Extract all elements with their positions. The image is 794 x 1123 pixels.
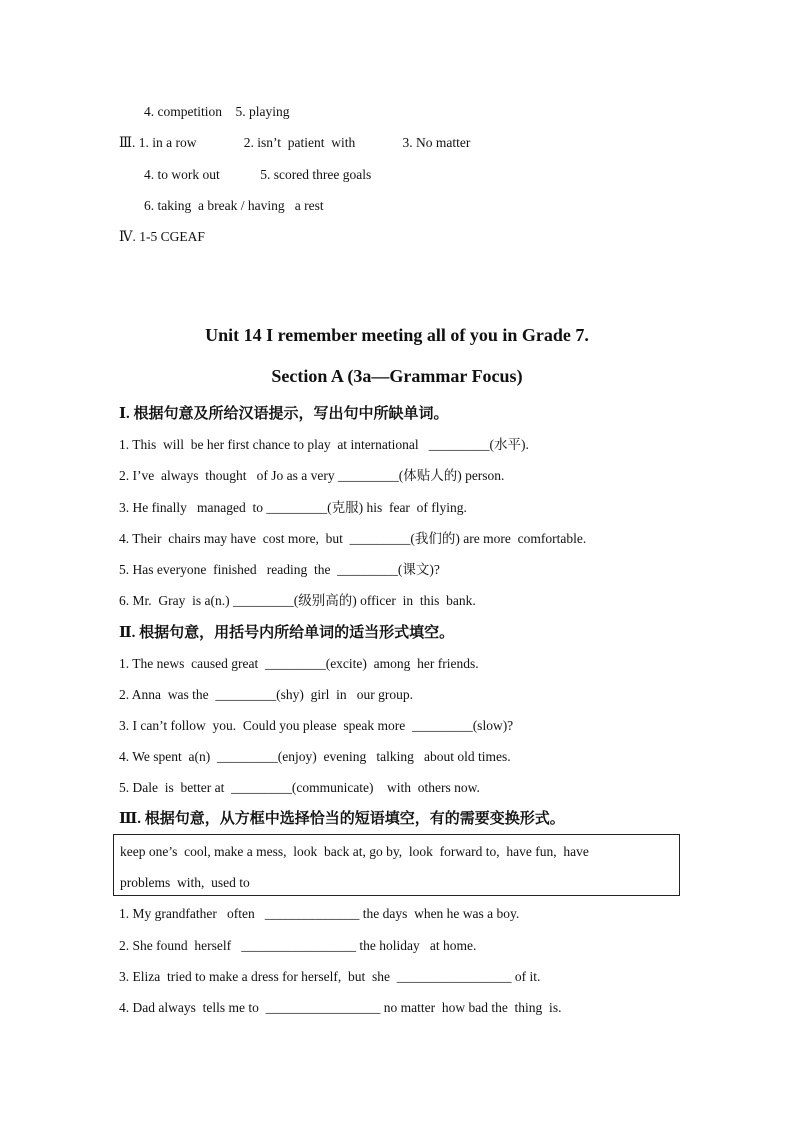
- section-3-item: 3. Eliza tried to make a dress for herself, but she _________________ of it.: [119, 969, 541, 984]
- answer-line-1: 4. competition 5. playing: [144, 104, 290, 119]
- section-2-heading: Ⅱ. 根据句意，用括号内所给单词的适当形式填空。: [119, 625, 455, 641]
- section-2-item: 2. Anna was the _________(shy) girl in our group.: [119, 687, 413, 702]
- section-3-item: 2. She found herself _________________ the holiday at home.: [119, 938, 477, 953]
- section-1-item: 1. This will be her first chance to play at international _________(水平).: [119, 437, 529, 452]
- phrase-box-line-1: keep one’s cool, make a mess, look back at, go by, look forward to, have fun, have: [120, 844, 589, 859]
- section-1-item: 4. Their chairs may have cost more, but _________(我们的) are more comfortable.: [119, 531, 587, 546]
- section-1-heading: Ⅰ. 根据句意及所给汉语提示，写出句中所缺单词。: [119, 406, 449, 422]
- section-3-item: 1. My grandfather often ______________ the days when he was a boy.: [119, 906, 520, 921]
- section-1-item: 3. He finally managed to _________(克服) his fear of flying.: [119, 500, 467, 515]
- section-3-heading: Ⅲ. 根据句意，从方框中选择恰当的短语填空，有的需要变换形式。: [119, 811, 565, 827]
- section-3-item: 4. Dad always tells me to _________________ no matter how bad the thing is.: [119, 1000, 562, 1015]
- section-subtitle: Section A (3a—Grammar Focus): [271, 366, 523, 386]
- phrase-box-line-2: problems with, used to: [120, 875, 250, 890]
- section-2-item: 4. We spent a(n) _________(enjoy) evening talking about old times.: [119, 749, 511, 764]
- answer-line-4: 6. taking a break / having a rest: [144, 198, 324, 213]
- answer-line-2: Ⅲ. 1. in a row 2. isn’t patient with 3. No matter: [119, 135, 471, 150]
- phrase-box: [113, 834, 680, 896]
- section-1-item: 2. I’ve always thought of Jo as a very _________(体贴人的) person.: [119, 468, 505, 483]
- section-2-item: 1. The news caused great _________(excite) among her friends.: [119, 656, 479, 671]
- answer-line-5: Ⅳ. 1-5 CGEAF: [119, 229, 205, 244]
- section-2-item: 3. I can’t follow you. Could you please speak more _________(slow)?: [119, 718, 514, 733]
- section-1-item: 5. Has everyone finished reading the _________(课文)?: [119, 562, 440, 577]
- section-2-item: 5. Dale is better at _________(communicate) with others now.: [119, 780, 480, 795]
- section-1-item: 6. Mr. Gray is a(n.) _________(级别高的) officer in this bank.: [119, 593, 476, 608]
- answer-line-3: 4. to work out 5. scored three goals: [144, 167, 372, 182]
- unit-title: Unit 14 I remember meeting all of you in Grade 7.: [205, 325, 589, 345]
